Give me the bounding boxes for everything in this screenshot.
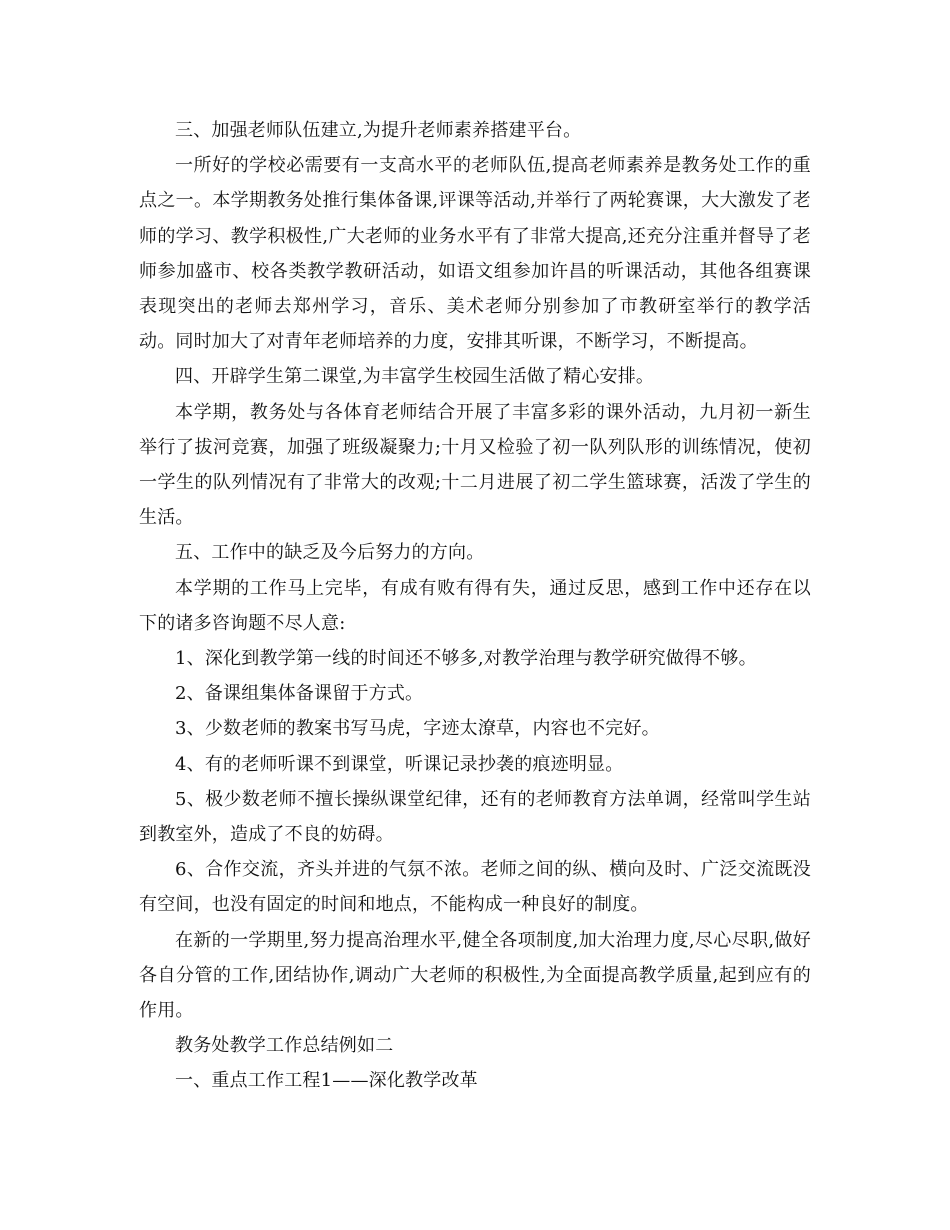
section-heading-4: 四、开辟学生第二课堂,为丰富学生校园生活做了精心安排。 — [175, 366, 655, 388]
list-item-3: 3、少数老师的教案书写马虎，字迹太潦草，内容也不完好。 — [175, 718, 660, 740]
section-heading-1: 一、重点工作工程1——深化教学改革 — [175, 1070, 478, 1092]
section-heading-3: 三、加强老师队伍建立,为提升老师素养搭建平台。 — [175, 120, 582, 141]
list-item-6: 6、合作交流，齐头并进的气氛不浓。老师之间的纵、横向及时、广泛交流既没有空间，也没有固定的时间和地点，不能构成一种良好的制度。 — [139, 859, 811, 916]
list-item-2: 2、备课组集体备课留于方式。 — [175, 683, 424, 705]
list-item-1: 1、深化到教学第一线的时间还不够多,对教学治理与教学研究做得不够。 — [175, 648, 757, 670]
paragraph-teacher-team: 一所好的学校必需要有一支高水平的老师队伍,提高老师素养是教务处工作的重点之一。本学期教务处推行集体备课,评课等活动,并举行了两轮赛课，大大激发了老师的学习、教学积极性,广大老师的业务水平有了非常大提高,还充分注重并督导了老师参加盛市、校各类教学教研活动，如语文组参加许昌的听课活动，其他各组赛课表现突出的老师去郑州学习，音乐、美术老师分别参加了市教研室举行的教学活动。同时加大了对青年老师培养的力度，安排其听课，不断学习，不断提高。 — [139, 155, 811, 353]
section-heading-5: 五、工作中的缺乏及今后努力的方向。 — [175, 542, 485, 564]
example-title: 教务处教学工作总结例如二 — [175, 1035, 394, 1057]
list-item-5: 5、极少数老师不擅长操纵课堂纪律，还有的老师教育方法单调，经常叫学生站到教室外，造成了不良的妨碍。 — [139, 788, 811, 846]
paragraph-reflection: 本学期的工作马上完毕，有成有败有得有失，通过反思，感到工作中还存在以下的诸多咨询题不尽人意: — [139, 577, 811, 634]
document-body — [139, 113, 811, 1099]
paragraph-extracurricular: 本学期，教务处与各体育老师结合开展了丰富多彩的课外活动，九月初一新生举行了拔河竞赛，加强了班级凝聚力;十月又检验了初一队列队形的训练情况，使初一学生的队列情况有了非常大的改观;十二月进展了初二学生篮球赛，活泼了学生的生活。 — [139, 401, 811, 529]
paragraph-new-term: 在新的一学期里,努力提高治理水平,健全各项制度,加大治理力度,尽心尽职,做好各自分管的工作,团结协作,调动广大老师的积极性,为全面提高教学质量,起到应有的作用。 — [139, 929, 811, 1022]
list-item-4: 4、有的老师听课不到课堂，听课记录抄袭的痕迹明显。 — [175, 753, 624, 775]
